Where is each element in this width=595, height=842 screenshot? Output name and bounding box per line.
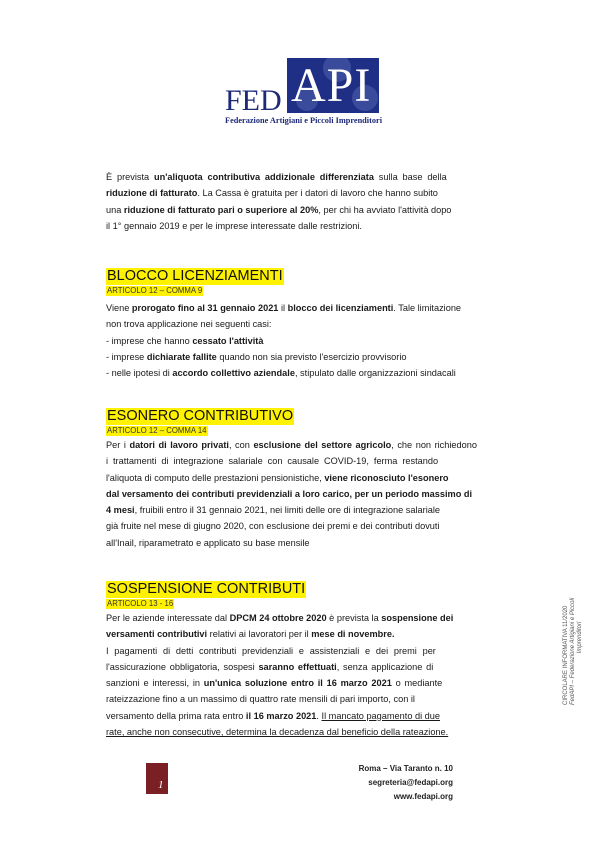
page-number: 1: [158, 779, 164, 791]
text-line: l'aliquota di computo delle prestazioni pensionistiche, viene riconosciuto l'esonero: [106, 472, 449, 483]
fedapi-logo: [225, 58, 380, 128]
side-note-line: FedAPI – Federazione Artigiani e Piccoli: [570, 597, 576, 705]
text-line: all'Inail, riparametrato e applicato su base mensile: [106, 537, 310, 548]
section-title-esonero-contributivo: ESONERO CONTRIBUTIVO: [107, 408, 294, 424]
text-line: sanzioni e interessi, in un'unica soluzione entro il 16 marzo 2021 o mediante: [106, 678, 443, 689]
section-subtitle: ARTICOLO 12 – COMMA 14: [107, 426, 207, 435]
section-body-esonero: [106, 437, 498, 551]
text-line: una riduzione di fatturato pari o superiore al 20%, per chi ha avviato l'attività dopo: [106, 204, 452, 215]
list-item: - imprese dichiarate fallite quando non sia previsto l'esercizio provvisorio: [106, 351, 407, 362]
text-line: È prevista un'aliquota contributiva addizionale differenziata sulla base della: [106, 172, 447, 182]
text-line: non trova applicazione nei seguenti casi:: [106, 319, 272, 330]
side-note: [559, 560, 595, 705]
list-item: - imprese che hanno cessato l'attività: [106, 335, 264, 346]
text-line: versamento della prima rata entro il 16 marzo 2021. Il mancato pagamento di due: [106, 710, 441, 721]
section-body-blocco: [106, 300, 498, 381]
intro-paragraph: [106, 169, 498, 234]
section-title-blocco-licenziamenti: BLOCCO LICENZIAMENTI: [107, 268, 283, 284]
text-line: 4 mesi, fruibili entro il 31 gennaio 2021, nei limiti delle ore di integrazione salariale: [106, 505, 441, 516]
logo-api-box: [287, 58, 379, 113]
section-body-sospensione: [106, 610, 498, 740]
text-line: l'assicurazione obbligatoria, sospesi saranno effettuati, senza applicazione di: [106, 661, 434, 672]
section-subtitle: ARTICOLO 13 - 16: [107, 599, 174, 608]
text-line: Per le aziende interessate dal DPCM 24 ottobre 2020 è prevista la sospensione dei: [106, 613, 454, 623]
text-line: il 1° gennaio 2019 e per le imprese interessate dalle restrizioni.: [106, 220, 362, 231]
text-line: dal versamento dei contributi previdenziali a loro carico, per un periodo massimo di: [106, 488, 473, 499]
text-line: rateizzazione fino a un massimo di quattro rate mensili di pari importo, con il: [106, 694, 415, 705]
footer-address: Roma – Via Taranto n. 10: [358, 764, 453, 773]
page-number-box: [146, 763, 168, 794]
logo-api-text: API: [291, 59, 372, 112]
text-line: già fruite nel mese di giugno 2020, con esclusione dei premi e dei contributi dovuti: [106, 521, 440, 532]
text-line: i trattamenti di integrazione salariale con causale COVID-19, ferma restando: [106, 456, 439, 467]
text-line: versamenti contributivi relativi ai lavoratori per il mese di novembre.: [106, 629, 395, 640]
logo-tagline: Federazione Artigiani e Piccoli Imprenditori: [225, 116, 382, 125]
footer-website[interactable]: www.fedapi.org: [393, 792, 453, 801]
section-title-sospensione-contributi: SOSPENSIONE CONTRIBUTI: [107, 581, 306, 597]
list-item: - nelle ipotesi di accordo collettivo aziendale, stipulato dalle organizzazioni sindacali: [106, 368, 456, 379]
text-line: Viene prorogato fino al 31 gennaio 2021 il blocco dei licenziamenti. Tale limitazione: [106, 303, 462, 313]
side-note-line: Imprenditori: [577, 621, 583, 654]
text-line: I pagamenti di detti contributi previdenziali e assistenziali e dei premi per: [106, 645, 436, 656]
footer-contacts: [359, 762, 453, 804]
footer-email[interactable]: segreteria@fedapi.org: [368, 778, 453, 787]
text-line: riduzione di fatturato. La Cassa è gratuita per i datori di lavoro che hanno subito: [106, 188, 438, 199]
text-line: Per i datori di lavoro privati, con esclusione del settore agricolo, che non richiedono: [106, 440, 477, 450]
text-line: rate, anche non consecutive, determina la decadenza dal beneficio della rateazione.: [106, 727, 449, 738]
side-note-line: CIRCOLARE INFORMATIVA 11/2020: [563, 605, 569, 705]
logo-fed-text: FED: [225, 84, 282, 117]
section-subtitle: ARTICOLO 12 – COMMA 9: [107, 286, 203, 295]
